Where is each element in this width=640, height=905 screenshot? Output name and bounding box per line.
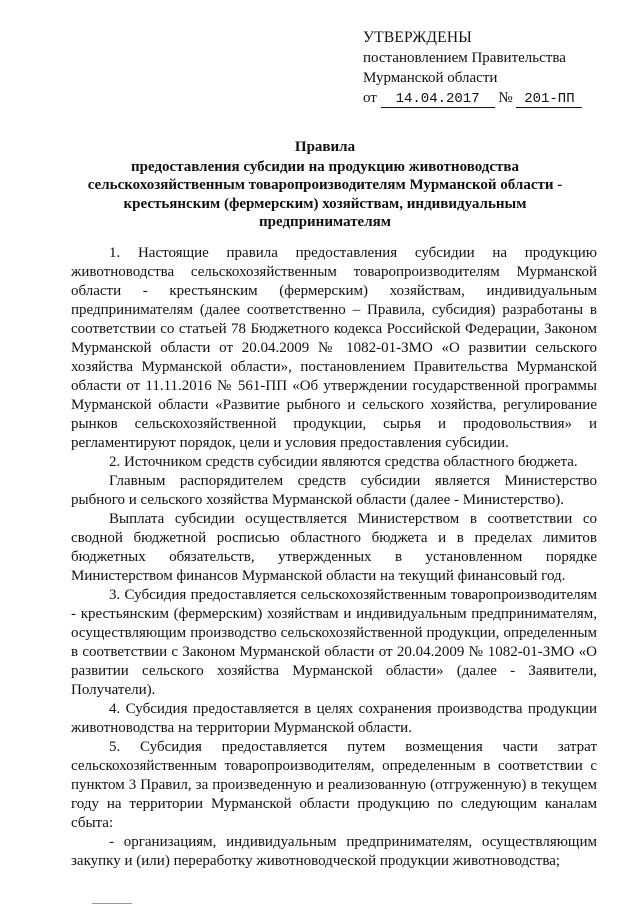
paragraph-5: 5. Субсидия предоставляется путем возмещения части затрат сельскохозяйственным товаропроизводителям, определенным в соответствии с пунктом 3 Правил, за произведенную и реализованную (отгруженную) в текущем году на территории Мурманской области продукцию по следующим каналам сбыта: [71,739,597,831]
document-body [71,244,597,871]
approval-number: 201-ПП [516,92,582,108]
approval-line-1: постановлением Правительства [363,50,566,66]
title-main: Правила [294,139,356,155]
paragraph-2: 2. Источником средств субсидии являются средства областного бюджета. [109,454,578,470]
from-label: от [363,90,377,106]
approval-stamp [363,28,603,108]
paragraph-1: 1. Настоящие правила предоставления субсидии на продукцию животноводства сельскохозяйственным товаропроизводителям Мурманской области - крестьянским (фермерским) хозяйствам, индивидуальным предпринимателям (далее соответственно – Правила, субсидия) разработаны в соответствии со статьей 78 Бюджетного кодекса Российской Федерации, Законом Мурманской области от 20.04.2009 № 1082-01-ЗМО «О развитии сельского хозяйства Мурманской области», постановлением Правительства Мурманской области от 11.11.2016 № 561-ПП «Об утверждении государственной программы Мурманской области «Развитие рыбного и сельского хозяйства, регулирование рынков сельскохозяйственной продукции, сырья и продовольствия» и регламентируют порядок, цели и условия предоставления субсидии. [71,245,597,451]
paragraph-3: 3. Субсидия предоставляется сельскохозяйственным товаропроизводителям - крестьянским (фермерским) хозяйствам и индивидуальным предпринимателям, осуществляющим производство сельскохозяйственной продукции, определенным в соответствии с Законом Мурманской области от 20.04.2009 № 1082-01-ЗМО «О развитии сельского хозяйства Мурманской области» (далее - Заявители, Получатели). [71,587,597,698]
paragraph-2-payment: Выплата субсидии осуществляется Министерством в соответствии со сводной бюджетной росписью областного бюджета и в пределах лимитов бюджетных обязательств, утвержденных в установленном порядке Министерством финансов Мурманской области на текущий финансовый год. [71,511,597,584]
paragraph-5-item-1: - организациям, индивидуальным предпринимателям, осуществляющим закупку и (или) переработку животноводческой продукции животноводства; [71,834,597,869]
approval-line-2: Мурманской области [363,70,498,86]
approval-heading: УТВЕРЖДЕНЫ [363,29,472,46]
title-subtitle: предоставления субсидии на продукцию животноводства сельскохозяйственным товаропроизводителям Мурманской области - крестьянским (фермерским) хозяйствам, индивидуальным предпринимателям [87,158,563,230]
footer-divider [92,903,132,904]
approval-date: 14.04.2017 [381,92,495,108]
document-title [60,138,590,232]
paragraph-4: 4. Субсидия предоставляется в целях сохранения производства продукции животноводства на территории Мурманской области. [71,701,597,736]
approval-date-line [363,88,603,108]
paragraph-2-main-distributor: Главным распорядителем средств субсидии является Министерство рыбного и сельского хозяйства Мурманской области (далее - Министерство). [71,473,597,508]
number-label: № [498,90,513,106]
